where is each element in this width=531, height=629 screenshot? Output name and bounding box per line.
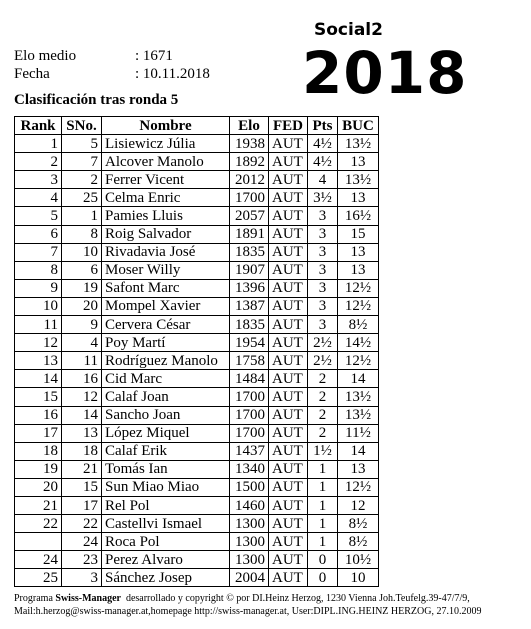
cell-rank: 13 [15,352,62,370]
cell-name: Rel Pol [102,496,230,514]
footer-line-2: Mail:h.herzog@swiss-manager.at,homepage http://swiss-manager.at, User:DIPL.ING.HEINZ HERZOG, 27.10.2009 [14,606,482,617]
table-row [15,424,379,442]
cell-elo: 1387 [230,297,269,315]
cell-rank: 4 [15,189,62,207]
cell-fed: AUT [269,279,308,297]
cell-name: Alcover Manolo [102,153,230,171]
table-row [15,243,379,261]
cell-buc: 12½ [338,352,379,370]
standings-subtitle: Clasificación tras ronda 5 [14,92,179,108]
cell-points: 4½ [308,135,338,153]
cell-sno: 20 [62,297,102,315]
cell-fed: AUT [269,171,308,189]
cell-fed: AUT [269,406,308,424]
table-row [15,135,379,153]
cell-name: Moser Willy [102,261,230,279]
cell-fed: AUT [269,297,308,315]
cell-points: 3½ [308,189,338,207]
cell-fed: AUT [269,442,308,460]
cell-fed: AUT [269,496,308,514]
cell-points: 1 [308,478,338,496]
cell-buc: 13½ [338,135,379,153]
cell-buc: 11½ [338,424,379,442]
cell-fed: AUT [269,460,308,478]
cell-buc: 13 [338,261,379,279]
cell-buc: 12 [338,496,379,514]
cell-elo: 1907 [230,261,269,279]
cell-points: 2 [308,388,338,406]
cell-buc: 12½ [338,478,379,496]
cell-name: Mompel Xavier [102,297,230,315]
event-year: 2018 [302,39,468,107]
header-points: Pts [308,117,338,135]
cell-sno: 12 [62,388,102,406]
cell-name: Lisiewicz Júlia [102,135,230,153]
cell-fed: AUT [269,569,308,587]
cell-points: 3 [308,261,338,279]
cell-rank: 1 [15,135,62,153]
cell-points: 0 [308,569,338,587]
cell-rank: 6 [15,225,62,243]
cell-buc: 13½ [338,406,379,424]
cell-buc: 13½ [338,171,379,189]
table-row [15,496,379,514]
cell-fed: AUT [269,478,308,496]
cell-elo: 1484 [230,370,269,388]
cell-name: Poy Martí [102,334,230,352]
table-row [15,442,379,460]
cell-name: Cervera César [102,316,230,334]
cell-elo: 1300 [230,533,269,551]
cell-elo: 1938 [230,135,269,153]
cell-fed: AUT [269,189,308,207]
cell-buc: 13½ [338,388,379,406]
standings-table [14,116,379,587]
cell-buc: 10½ [338,551,379,569]
cell-rank: 25 [15,569,62,587]
cell-elo: 1460 [230,496,269,514]
cell-buc: 13 [338,153,379,171]
cell-name: Roig Salvador [102,225,230,243]
cell-name: Sánchez Josep [102,569,230,587]
cell-buc: 14½ [338,334,379,352]
cell-points: 2 [308,424,338,442]
cell-name: Roca Pol [102,533,230,551]
cell-rank: 20 [15,478,62,496]
cell-buc: 10 [338,569,379,587]
cell-buc: 14 [338,370,379,388]
cell-points: 2½ [308,352,338,370]
cell-fed: AUT [269,533,308,551]
cell-fed: AUT [269,135,308,153]
cell-sno: 3 [62,569,102,587]
cell-name: Sancho Joan [102,406,230,424]
cell-fed: AUT [269,261,308,279]
cell-rank: 19 [15,460,62,478]
table-row [15,460,379,478]
cell-points: 4½ [308,153,338,171]
table-row [15,334,379,352]
cell-sno: 17 [62,496,102,514]
cell-fed: AUT [269,424,308,442]
cell-fed: AUT [269,334,308,352]
cell-points: 4 [308,171,338,189]
cell-fed: AUT [269,207,308,225]
cell-rank: 24 [15,551,62,569]
cell-name: Ferrer Vicent [102,171,230,189]
cell-elo: 1835 [230,243,269,261]
footer-copyright: desarrollado y copyright © por DI.Heinz Herzog, 1230 Vienna Joh.Teufelg.39-47/7/9, [120,593,470,604]
table-row [15,316,379,334]
cell-name: Castellvi Ismael [102,515,230,533]
cell-rank: 22 [15,515,62,533]
cell-points: 1 [308,460,338,478]
cell-name: Cid Marc [102,370,230,388]
event-name: Social2 [314,20,383,40]
cell-sno: 19 [62,279,102,297]
table-row [15,388,379,406]
footer-software-name: Swiss-Manager [55,593,121,604]
cell-rank: 10 [15,297,62,315]
cell-points: 2 [308,370,338,388]
cell-sno: 18 [62,442,102,460]
cell-elo: 1500 [230,478,269,496]
cell-elo: 1758 [230,352,269,370]
cell-rank: 17 [15,424,62,442]
cell-rank: 7 [15,243,62,261]
table-row [15,352,379,370]
footer [14,592,481,618]
footer-line-1 [14,592,481,605]
footer-prefix: Programa [14,593,56,604]
cell-name: López Miquel [102,424,230,442]
cell-points: 3 [308,207,338,225]
cell-rank: 11 [15,316,62,334]
table-row [15,406,379,424]
cell-name: Sun Miao Miao [102,478,230,496]
cell-name: Pamies Lluis [102,207,230,225]
cell-sno: 4 [62,334,102,352]
cell-elo: 1835 [230,316,269,334]
date-label: Fecha [14,66,50,82]
header-elo: Elo [230,117,269,135]
table-row [15,533,379,551]
cell-elo: 1300 [230,551,269,569]
header-sno: SNo. [62,117,102,135]
cell-sno: 1 [62,207,102,225]
elo-average-value: : 1671 [135,48,173,64]
cell-fed: AUT [269,153,308,171]
cell-fed: AUT [269,388,308,406]
cell-elo: 1891 [230,225,269,243]
cell-points: 2 [308,406,338,424]
date-value: : 10.11.2018 [135,66,210,82]
cell-elo: 1700 [230,388,269,406]
cell-elo: 1700 [230,189,269,207]
cell-rank: 2 [15,153,62,171]
cell-points: 2½ [308,334,338,352]
cell-points: 3 [308,225,338,243]
cell-sno: 22 [62,515,102,533]
cell-points: 1½ [308,442,338,460]
cell-rank: 21 [15,496,62,514]
cell-sno: 21 [62,460,102,478]
cell-rank: 8 [15,261,62,279]
cell-buc: 8½ [338,316,379,334]
cell-elo: 1892 [230,153,269,171]
cell-name: Tomás Ian [102,460,230,478]
cell-sno: 24 [62,533,102,551]
cell-points: 1 [308,515,338,533]
cell-elo: 2057 [230,207,269,225]
cell-fed: AUT [269,515,308,533]
cell-sno: 23 [62,551,102,569]
elo-average-label: Elo medio [14,48,77,64]
table-header-row [15,117,379,135]
cell-points: 0 [308,551,338,569]
table-row [15,297,379,315]
cell-name: Calaf Erik [102,442,230,460]
table-row [15,171,379,189]
cell-rank: 9 [15,279,62,297]
cell-sno: 6 [62,261,102,279]
table-row [15,551,379,569]
cell-buc: 8½ [338,515,379,533]
cell-fed: AUT [269,370,308,388]
cell-points: 1 [308,496,338,514]
table-row [15,569,379,587]
cell-sno: 10 [62,243,102,261]
cell-buc: 13 [338,460,379,478]
cell-elo: 1954 [230,334,269,352]
table-row [15,207,379,225]
cell-elo: 1300 [230,515,269,533]
table-row [15,153,379,171]
cell-fed: AUT [269,316,308,334]
cell-rank [15,533,62,551]
table-row [15,515,379,533]
cell-elo: 2012 [230,171,269,189]
header-name: Nombre [102,117,230,135]
cell-buc: 16½ [338,207,379,225]
cell-name: Perez Alvaro [102,551,230,569]
cell-points: 3 [308,279,338,297]
cell-sno: 25 [62,189,102,207]
table-row [15,478,379,496]
cell-buc: 14 [338,442,379,460]
cell-sno: 2 [62,171,102,189]
cell-buc: 13 [338,189,379,207]
cell-rank: 14 [15,370,62,388]
cell-buc: 8½ [338,533,379,551]
cell-sno: 14 [62,406,102,424]
header-buc: BUC [338,117,379,135]
cell-elo: 1700 [230,406,269,424]
table-row [15,370,379,388]
cell-fed: AUT [269,243,308,261]
cell-elo: 1340 [230,460,269,478]
cell-buc: 12½ [338,279,379,297]
cell-name: Celma Enric [102,189,230,207]
cell-sno: 9 [62,316,102,334]
cell-name: Rivadavia José [102,243,230,261]
cell-buc: 15 [338,225,379,243]
cell-points: 3 [308,243,338,261]
cell-buc: 13 [338,243,379,261]
cell-name: Calaf Joan [102,388,230,406]
cell-elo: 1437 [230,442,269,460]
cell-points: 3 [308,297,338,315]
cell-rank: 18 [15,442,62,460]
cell-rank: 5 [15,207,62,225]
cell-fed: AUT [269,225,308,243]
cell-sno: 7 [62,153,102,171]
header-rank: Rank [15,117,62,135]
cell-buc: 12½ [338,297,379,315]
cell-sno: 16 [62,370,102,388]
cell-rank: 12 [15,334,62,352]
table-row [15,261,379,279]
cell-fed: AUT [269,551,308,569]
table-row [15,189,379,207]
table-row [15,279,379,297]
cell-sno: 13 [62,424,102,442]
cell-elo: 1700 [230,424,269,442]
cell-fed: AUT [269,352,308,370]
cell-sno: 11 [62,352,102,370]
cell-rank: 3 [15,171,62,189]
cell-elo: 2004 [230,569,269,587]
table-row [15,225,379,243]
header-fed: FED [269,117,308,135]
cell-sno: 5 [62,135,102,153]
cell-rank: 15 [15,388,62,406]
cell-sno: 8 [62,225,102,243]
cell-points: 1 [308,533,338,551]
cell-elo: 1396 [230,279,269,297]
cell-name: Safont Marc [102,279,230,297]
cell-name: Rodríguez Manolo [102,352,230,370]
cell-sno: 15 [62,478,102,496]
cell-points: 3 [308,316,338,334]
cell-rank: 16 [15,406,62,424]
